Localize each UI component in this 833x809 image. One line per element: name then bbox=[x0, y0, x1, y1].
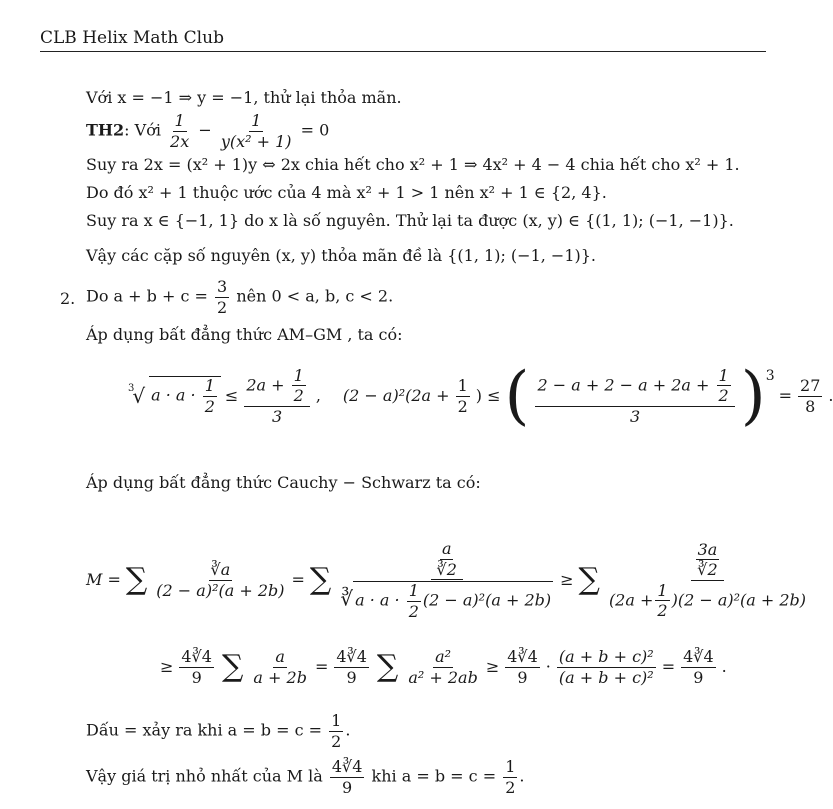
radical-sign: ∛ bbox=[340, 586, 354, 611]
frac-den: (a + b + c)² bbox=[558, 667, 654, 687]
fraction bbox=[292, 367, 306, 405]
frac-num: 4∛4 bbox=[331, 757, 363, 776]
fraction bbox=[435, 540, 459, 578]
geq: ≥ bbox=[560, 570, 574, 590]
frac-num: 27 bbox=[800, 375, 821, 395]
text-line-amgm: Áp dụng bất đẳng thức AM–GM , ta có: bbox=[86, 325, 403, 344]
th2-label: TH2 bbox=[86, 120, 125, 140]
fraction bbox=[179, 648, 214, 686]
frac-num: (a + b + c)² bbox=[558, 647, 654, 666]
frac-den: 2 bbox=[217, 297, 228, 317]
sum-sign: ∑ bbox=[125, 562, 148, 598]
frac-num: 1 bbox=[408, 581, 419, 601]
frac-num: 1 bbox=[251, 111, 262, 130]
frac-num: 3 bbox=[217, 277, 228, 296]
radical-sign: √ bbox=[132, 384, 146, 408]
den-a: (2a + bbox=[608, 590, 654, 610]
fraction bbox=[655, 582, 669, 620]
frac-num bbox=[244, 367, 310, 407]
fraction bbox=[695, 541, 719, 579]
fraction bbox=[244, 367, 310, 426]
fraction bbox=[406, 648, 480, 686]
frac-num: a bbox=[275, 647, 285, 666]
sum-sign: ∑ bbox=[578, 562, 600, 598]
m-eq: M = bbox=[86, 570, 121, 590]
geq: ≥ bbox=[160, 657, 174, 677]
text-line-conclusion: Vậy giá trị nhỏ nhất của M là $\frac{4∛4}{9}$ khi a = b = c = $\frac{1}{2}$ . bbox=[86, 757, 525, 797]
fraction bbox=[168, 112, 191, 150]
fraction bbox=[607, 541, 808, 620]
text-line-3: Suy ra 2x = (x² + 1)y ⇔ 2x chia hết cho x² + 1 ⇒ 4x² + 4 − 4 chia hết cho x² + 1. bbox=[86, 155, 740, 174]
text-line-4: Do đó x² + 1 thuộc ước của 4 mà x² + 1 > 1 nên x² + 1 ∈ {2, 4}. bbox=[86, 183, 607, 202]
period: . bbox=[721, 657, 727, 677]
frac-den: (2 − a)²(a + 2b) bbox=[156, 580, 285, 600]
equals: = bbox=[291, 570, 305, 590]
frac-num: 4∛4 bbox=[181, 647, 212, 666]
fraction bbox=[503, 758, 517, 796]
frac-den: 9 bbox=[342, 777, 353, 797]
text-line-case1: Với x = −1 ⇒ y = −1, thử lại thỏa mãn. bbox=[86, 88, 402, 107]
exponent: 3 bbox=[765, 368, 775, 384]
period: . bbox=[828, 386, 833, 405]
fraction bbox=[535, 367, 734, 426]
fraction bbox=[456, 377, 470, 415]
root-body: a · a · bbox=[151, 386, 196, 405]
page-header: CLB Helix Math Club bbox=[40, 28, 766, 52]
mid-expr: (2 − a)²(2a + bbox=[342, 386, 450, 405]
fraction bbox=[717, 367, 731, 405]
frac-num: 1 bbox=[331, 711, 342, 730]
equality-text: Dấu = xảy ra khi a = b = c = bbox=[86, 720, 323, 740]
frac-den: 2 bbox=[457, 396, 468, 416]
fraction bbox=[334, 648, 369, 686]
frac-den: ∛2 bbox=[697, 560, 718, 580]
frac-den: a + 2b bbox=[253, 667, 307, 687]
fraction bbox=[407, 582, 421, 620]
fraction bbox=[329, 712, 343, 750]
den-b: )(2 − a)²(a + 2b) bbox=[671, 590, 807, 610]
frac-num: 1 bbox=[718, 365, 729, 385]
frac-den: a² + 2ab bbox=[408, 667, 478, 687]
conclusion-a: Vậy giá trị nhỏ nhất của M là bbox=[86, 766, 323, 786]
conclusion-b: khi a = b = c = bbox=[371, 766, 497, 786]
text-line-5: Suy ra x ∈ {−1, 1} do x là số nguyên. Thử lại ta được (x, y) ∈ {(1, 1); (−1, −1)}. bbox=[86, 211, 734, 230]
frac-den: y(x² + 1) bbox=[220, 131, 292, 151]
leq: ≤ bbox=[224, 386, 239, 405]
frac-den: 2x bbox=[170, 131, 190, 151]
th2-text: : Với bbox=[124, 120, 161, 140]
equals: = bbox=[778, 386, 793, 405]
sum-sign: ∑ bbox=[309, 562, 332, 598]
frac-den: 9 bbox=[517, 667, 528, 687]
tail-text: nên 0 < a, b, c < 2. bbox=[236, 286, 394, 306]
fraction bbox=[505, 648, 540, 686]
frac-num bbox=[691, 541, 723, 581]
fraction bbox=[215, 278, 229, 316]
frac-den: 2 bbox=[718, 386, 729, 406]
formula-cs-1 bbox=[86, 540, 810, 620]
do-text: Do a + b + c = bbox=[86, 286, 208, 306]
frac-num: 1 bbox=[174, 111, 185, 130]
frac-num: 4∛4 bbox=[507, 647, 538, 666]
frac-num bbox=[431, 540, 463, 580]
frac-den: 8 bbox=[805, 396, 816, 416]
den-b: (2 − a)²(a + 2b) bbox=[422, 590, 552, 610]
frac-num: 1 bbox=[657, 580, 668, 600]
frac-num bbox=[535, 367, 734, 407]
fraction bbox=[798, 377, 822, 415]
equals: = 0 bbox=[300, 120, 330, 140]
sum-sign: ∑ bbox=[376, 649, 399, 685]
frac-den: 2 bbox=[331, 731, 342, 751]
frac-den: 2 bbox=[408, 601, 419, 621]
frac-num: 1 bbox=[505, 757, 516, 776]
formula-cs-2 bbox=[160, 648, 727, 686]
text-line-item2 bbox=[86, 278, 393, 316]
minus: − bbox=[198, 120, 212, 140]
right-paren: ) bbox=[740, 359, 766, 433]
frac-num: 1 bbox=[293, 365, 304, 385]
sum-sign: ∑ bbox=[221, 649, 244, 685]
fraction bbox=[330, 758, 365, 796]
left-paren: ( bbox=[504, 359, 530, 433]
text-line-6: Vậy các cặp số nguyên (x, y) thỏa mãn đề là {(1, 1); (−1, −1)}. bbox=[86, 246, 597, 265]
frac-den: 2 bbox=[505, 777, 516, 797]
big-num-text: 2 − a + 2 − a + 2a + bbox=[537, 375, 710, 395]
equals: = bbox=[314, 657, 329, 677]
fraction bbox=[251, 648, 309, 686]
frac-den bbox=[607, 581, 808, 620]
frac-num: 1 bbox=[457, 375, 468, 395]
frac-num: ∛a bbox=[210, 560, 231, 580]
text-line-cs: Áp dụng bất đẳng thức Cauchy − Schwarz ta có: bbox=[86, 473, 481, 492]
f-num-text: 2a + bbox=[246, 375, 285, 395]
frac-den: 9 bbox=[191, 667, 202, 687]
frac-den: 2 bbox=[293, 386, 304, 406]
dot: · bbox=[545, 657, 551, 677]
frac-den: 2 bbox=[657, 601, 668, 621]
frac-den: 3 bbox=[630, 406, 641, 426]
frac-num: 4∛4 bbox=[683, 647, 714, 666]
frac-den: ∛2 bbox=[436, 559, 457, 579]
comma: , bbox=[315, 386, 321, 405]
frac-num: 3a bbox=[697, 539, 718, 559]
geq: ≥ bbox=[485, 657, 500, 677]
frac-den: 2 bbox=[204, 397, 215, 416]
frac-num: 4∛4 bbox=[336, 647, 367, 666]
fraction bbox=[203, 377, 217, 415]
text-line-th2 bbox=[86, 112, 329, 150]
fraction bbox=[219, 112, 294, 150]
frac-den bbox=[338, 580, 555, 620]
den-a: a · a · bbox=[355, 590, 400, 610]
formula-amgm bbox=[128, 359, 833, 433]
frac-num: a² bbox=[435, 647, 452, 666]
list-number: 2. bbox=[60, 289, 76, 308]
text-line-equality: Dấu = xảy ra khi a = b = c = $\frac{1}{2}$ . bbox=[86, 711, 351, 751]
radicand bbox=[353, 581, 553, 620]
frac-den: 9 bbox=[693, 667, 704, 687]
frac-num: 1 bbox=[204, 376, 215, 396]
fraction bbox=[681, 648, 716, 686]
root-index: 3 bbox=[128, 383, 135, 394]
fraction bbox=[154, 561, 286, 599]
frac-den: 3 bbox=[271, 406, 283, 426]
fraction bbox=[557, 648, 656, 686]
frac-num: a bbox=[441, 539, 452, 558]
equals: = bbox=[661, 657, 676, 677]
frac-den: 9 bbox=[346, 667, 357, 687]
mid-end: ) ≤ bbox=[475, 386, 501, 405]
radicand bbox=[149, 376, 221, 415]
fraction bbox=[338, 540, 555, 620]
